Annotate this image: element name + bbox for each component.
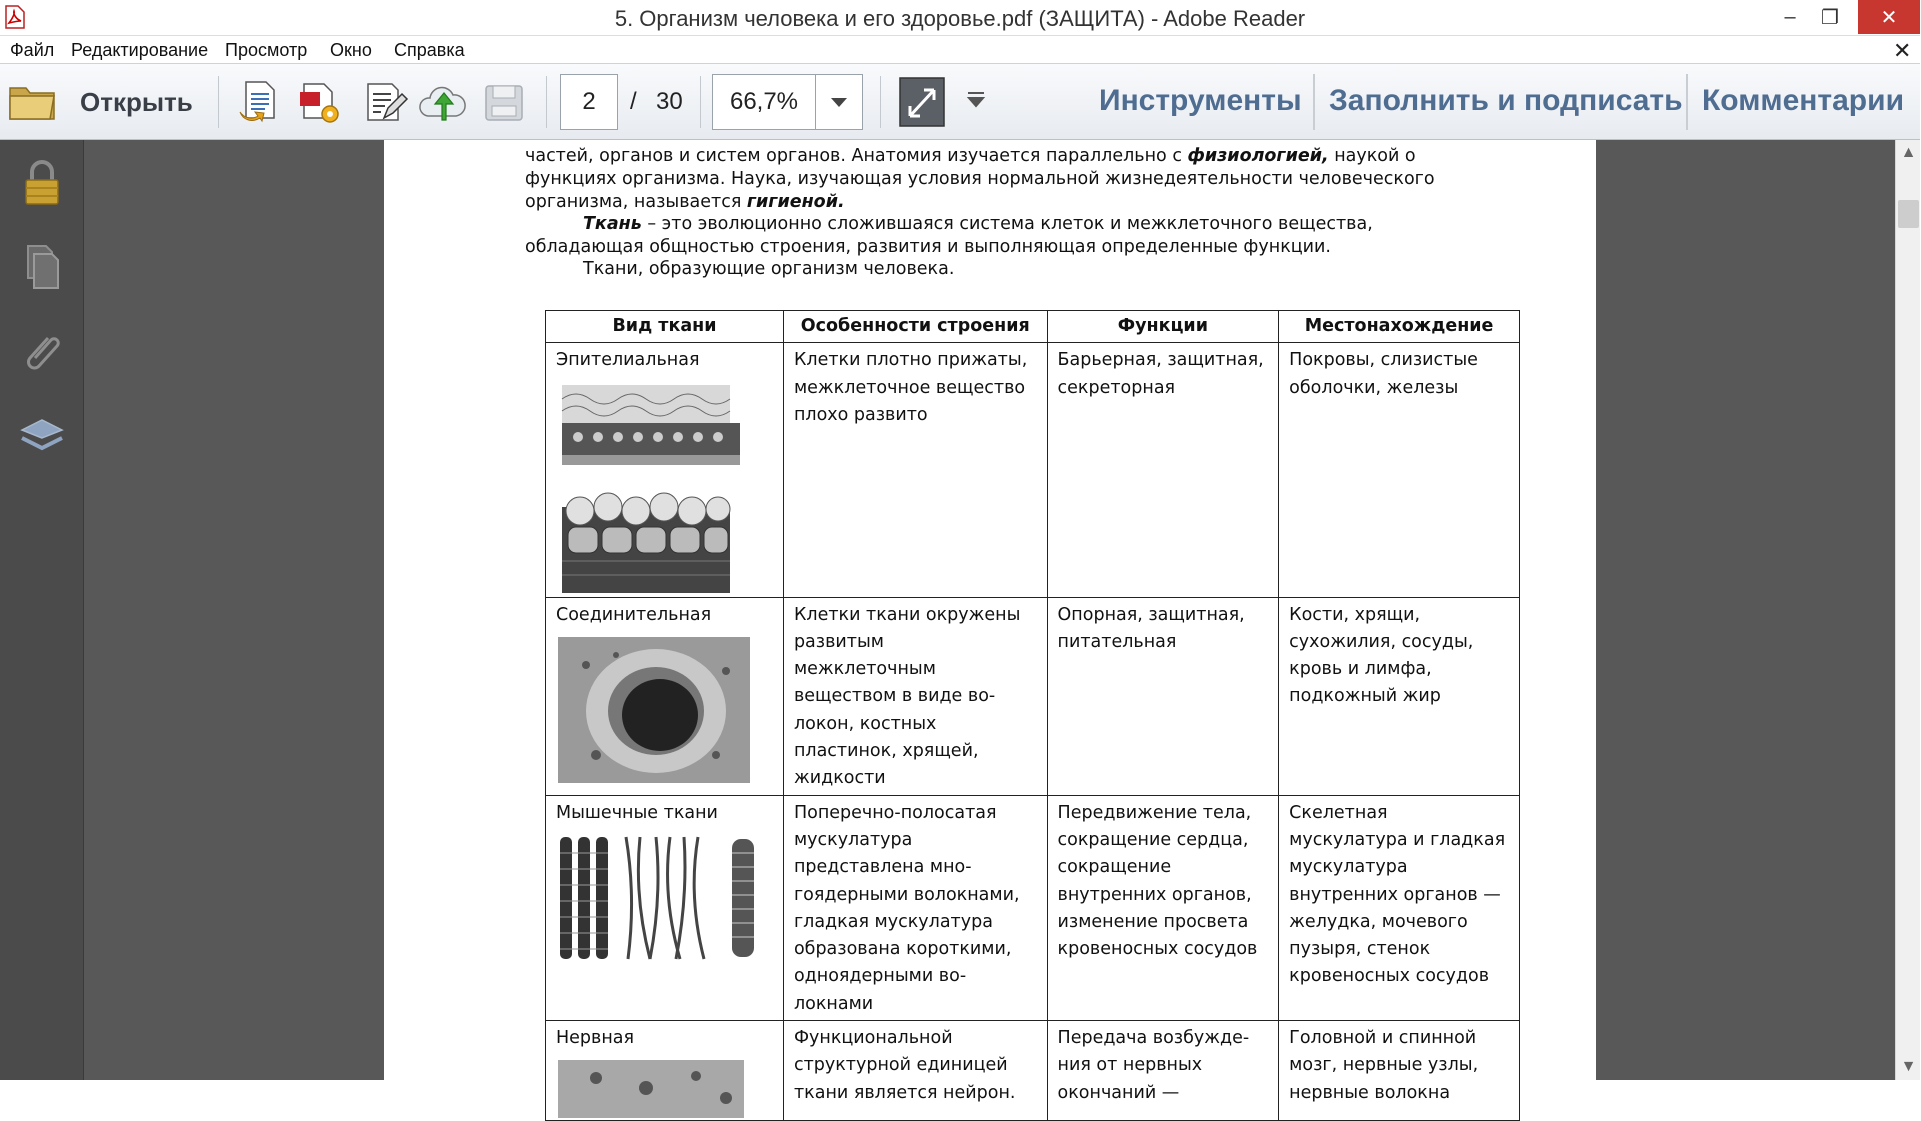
page-number-input[interactable]: 2 bbox=[560, 74, 618, 130]
cell-line: Покровы, слизистые bbox=[1289, 350, 1478, 371]
toolbar-separator bbox=[1313, 74, 1315, 130]
cell-line: Головной и спинной bbox=[1289, 1028, 1477, 1049]
functions-cell bbox=[1047, 343, 1279, 597]
cell-line: представлена мно- bbox=[793, 857, 972, 878]
toolbar bbox=[0, 64, 1920, 140]
cell-line: изменение просвета bbox=[1057, 911, 1249, 932]
cell-line: питательная bbox=[1057, 631, 1177, 652]
cell-line: Поперечно-полосатая bbox=[793, 802, 997, 823]
location-cell bbox=[1279, 343, 1520, 597]
folder-icon bbox=[8, 82, 58, 122]
cell-line: мускулатура bbox=[1289, 857, 1408, 878]
text-run: – это эволюционно сложившаяся система клеток и межклеточного вещества, bbox=[641, 214, 1373, 234]
cell-line: локон, костных bbox=[793, 713, 937, 734]
emphasized-term: физиологией, bbox=[1187, 146, 1329, 166]
cell-line: желудка, мочевого bbox=[1289, 911, 1468, 932]
cell-line: Передвижение тела, bbox=[1057, 802, 1252, 823]
close-window-button[interactable]: ✕ bbox=[1858, 0, 1920, 34]
structure-cell bbox=[783, 343, 1047, 597]
cell-line: подкожный жир bbox=[1289, 686, 1441, 707]
customize-toolbar-icon[interactable] bbox=[966, 90, 986, 110]
layers-icon[interactable] bbox=[18, 412, 66, 462]
paragraph-line bbox=[525, 146, 1416, 166]
comments-pane-link[interactable]: Комментарии bbox=[1702, 84, 1905, 117]
location-cell bbox=[1279, 597, 1520, 795]
nervous-tissue-illustration bbox=[556, 1058, 746, 1118]
text-run: обладающая общностью строения, развития и выполняющая определенные функции. bbox=[525, 237, 1331, 257]
vertical-scrollbar[interactable] bbox=[1895, 140, 1920, 1080]
attachment-icon[interactable] bbox=[18, 328, 66, 378]
open-label: Открыть bbox=[80, 86, 193, 117]
cell-line: образована короткими, bbox=[793, 939, 1012, 960]
cell-line: Клетки плотно прижаты, bbox=[793, 350, 1028, 371]
table-row bbox=[546, 343, 1520, 597]
scroll-down-button[interactable]: ▼ bbox=[1900, 1058, 1917, 1075]
toolbar-separator bbox=[546, 76, 547, 128]
cell-line: мускулатура bbox=[793, 829, 913, 850]
document-view[interactable] bbox=[84, 140, 1895, 1103]
navigation-panel bbox=[0, 140, 84, 1080]
emphasized-term: гигиеной. bbox=[746, 192, 845, 212]
cell-line: сокращение сердца, bbox=[1057, 829, 1249, 850]
zoom-dropdown-button[interactable] bbox=[815, 74, 863, 130]
page-total: 30 bbox=[656, 88, 683, 115]
cell-line: внутренних органов — bbox=[1289, 884, 1501, 905]
toolbar-separator bbox=[700, 76, 701, 128]
cell-line: сухожилия, сосуды, bbox=[1289, 631, 1474, 652]
cell-line: мускулатура и гладкая bbox=[1289, 829, 1506, 850]
tissue-name: Эпителиальная bbox=[556, 350, 700, 371]
cell-line: Кости, хрящи, bbox=[1289, 604, 1421, 625]
cell-line: одноядерными во- bbox=[793, 966, 967, 987]
location-cell bbox=[1279, 1021, 1520, 1121]
pdf-page bbox=[384, 140, 1596, 1103]
tools-pane-link[interactable]: Инструменты bbox=[1099, 84, 1302, 117]
text-run: Ткани, образующие организм человека. bbox=[583, 259, 955, 279]
restore-button[interactable]: ❐ bbox=[1821, 6, 1839, 29]
cell-line: кровеносных сосудов bbox=[1289, 966, 1490, 987]
close-document-button[interactable]: ✕ bbox=[1893, 38, 1912, 63]
text-run: частей, органов и систем органов. Анатомия изучается параллельно с bbox=[525, 146, 1188, 166]
cell-line: структурной единицей bbox=[793, 1055, 1008, 1076]
minimize-button[interactable]: – bbox=[1784, 5, 1796, 28]
toolbar-separator bbox=[218, 76, 219, 128]
structure-cell bbox=[783, 1021, 1047, 1121]
cell-line: кровь и лимфа, bbox=[1289, 659, 1432, 680]
tissue-name: Мышечные ткани bbox=[556, 802, 718, 823]
column-header: Функции bbox=[1047, 311, 1279, 343]
edit-pdf-icon[interactable] bbox=[360, 78, 408, 126]
lock-icon[interactable] bbox=[18, 158, 66, 208]
cell-line: оболочки, железы bbox=[1289, 377, 1459, 398]
menu-file[interactable]: Файл bbox=[10, 40, 55, 60]
location-cell bbox=[1279, 795, 1520, 1020]
functions-cell bbox=[1047, 1021, 1279, 1121]
text-run: наукой о bbox=[1328, 146, 1416, 166]
title-bar bbox=[0, 0, 1920, 36]
menu-help[interactable]: Справка bbox=[394, 40, 465, 60]
cell-line: секреторная bbox=[1057, 377, 1176, 398]
cell-line: кровеносных сосудов bbox=[1057, 939, 1258, 960]
cell-line: Передача возбужде- bbox=[1057, 1028, 1250, 1049]
upload-cloud-icon[interactable] bbox=[418, 78, 466, 126]
cell-line: ния от нервных bbox=[1057, 1055, 1203, 1076]
table-row bbox=[546, 795, 1520, 1020]
column-header: Местонахождение bbox=[1279, 311, 1520, 343]
table-row bbox=[546, 1021, 1520, 1121]
cell-line: Опорная, защитная, bbox=[1057, 604, 1245, 625]
pages-icon[interactable] bbox=[18, 242, 66, 292]
tissue-cell bbox=[546, 1021, 784, 1121]
menu-bar bbox=[0, 36, 1920, 64]
paragraph-line bbox=[525, 237, 1331, 257]
functions-cell bbox=[1047, 795, 1279, 1020]
toolbar-separator bbox=[1686, 74, 1688, 130]
cell-line: веществом в виде во- bbox=[793, 686, 996, 707]
column-header: Особенности строения bbox=[783, 311, 1047, 343]
epithelium-illustration-2 bbox=[556, 495, 736, 595]
cell-line: сокращение bbox=[1057, 857, 1172, 878]
paragraph-line bbox=[525, 169, 1435, 189]
fullscreen-icon[interactable] bbox=[898, 76, 946, 128]
column-header: Вид ткани bbox=[546, 311, 784, 343]
cell-line: Скелетная bbox=[1289, 802, 1388, 823]
cell-line: Клетки ткани окружены bbox=[793, 604, 1021, 625]
cell-line: нервные волокна bbox=[1289, 1082, 1451, 1103]
cell-line: Барьерная, защитная, bbox=[1057, 350, 1264, 371]
scrollbar-thumb[interactable] bbox=[1898, 200, 1919, 228]
open-button[interactable] bbox=[8, 72, 208, 132]
paragraph-line bbox=[583, 214, 1373, 234]
cell-line: Функциональной bbox=[793, 1028, 953, 1049]
table-row bbox=[546, 597, 1520, 795]
cell-line: пузыря, стенок bbox=[1289, 939, 1431, 960]
tissue-name: Нервная bbox=[556, 1028, 635, 1049]
window-title: 5. Организм человека и его здоровье.pdf (ЗАЩИТА) - Adobe Reader bbox=[614, 6, 1306, 31]
save-icon[interactable] bbox=[480, 78, 528, 126]
structure-cell bbox=[783, 597, 1047, 795]
tissues-table bbox=[545, 310, 1520, 1121]
tissue-cell bbox=[546, 795, 784, 1020]
cell-line: ткани является нейрон. bbox=[793, 1082, 1016, 1103]
page-separator: / bbox=[630, 88, 637, 115]
tissue-name: Соединительная bbox=[556, 604, 712, 625]
scroll-up-button[interactable]: ▲ bbox=[1900, 144, 1917, 161]
menu-edit[interactable]: Редактирование bbox=[71, 40, 209, 60]
cell-line: плохо развито bbox=[793, 404, 928, 425]
text-run: функциях организма. Наука, изучающая условия нормальной жизнедеятельности человеческого bbox=[525, 169, 1435, 189]
tissue-cell bbox=[546, 343, 784, 597]
cell-line: развитым bbox=[793, 631, 884, 652]
paragraph-line bbox=[583, 259, 954, 279]
toolbar-separator bbox=[880, 76, 881, 128]
functions-cell bbox=[1047, 597, 1279, 795]
menu-window[interactable]: Окно bbox=[330, 40, 372, 60]
cell-line: пластинок, хрящей, bbox=[793, 741, 979, 762]
muscle-tissue-illustration bbox=[556, 833, 766, 963]
tissue-cell bbox=[546, 597, 784, 795]
fill-sign-pane-link[interactable]: Заполнить и подписать bbox=[1329, 84, 1683, 117]
cell-line: межклеточным bbox=[793, 659, 936, 680]
menu-view[interactable]: Просмотр bbox=[225, 40, 308, 60]
paragraph-line bbox=[525, 192, 845, 212]
export-pdf-icon[interactable] bbox=[296, 78, 344, 126]
zoom-input[interactable]: 66,7% bbox=[712, 74, 816, 130]
cell-line: гоядерными волокнами, bbox=[793, 884, 1020, 905]
cell-line: окончаний — bbox=[1057, 1082, 1180, 1103]
cell-line: межклеточное вещество bbox=[793, 377, 1026, 398]
chevron-down-icon bbox=[830, 96, 848, 108]
cell-line: внутренних органов, bbox=[1057, 884, 1252, 905]
create-pdf-icon[interactable] bbox=[236, 78, 284, 126]
cell-line: мозг, нервные узлы, bbox=[1289, 1055, 1479, 1076]
structure-cell bbox=[783, 795, 1047, 1020]
text-run: организма, называется bbox=[525, 192, 747, 212]
table-header-row bbox=[546, 311, 1520, 343]
emphasized-term: Ткань bbox=[583, 214, 642, 234]
cell-line: локнами bbox=[793, 993, 874, 1014]
cell-line: гладкая мускулатура bbox=[793, 911, 993, 932]
epithelium-illustration-1 bbox=[556, 381, 736, 469]
connective-tissue-illustration bbox=[556, 635, 752, 785]
cell-line: жидкости bbox=[793, 768, 886, 789]
